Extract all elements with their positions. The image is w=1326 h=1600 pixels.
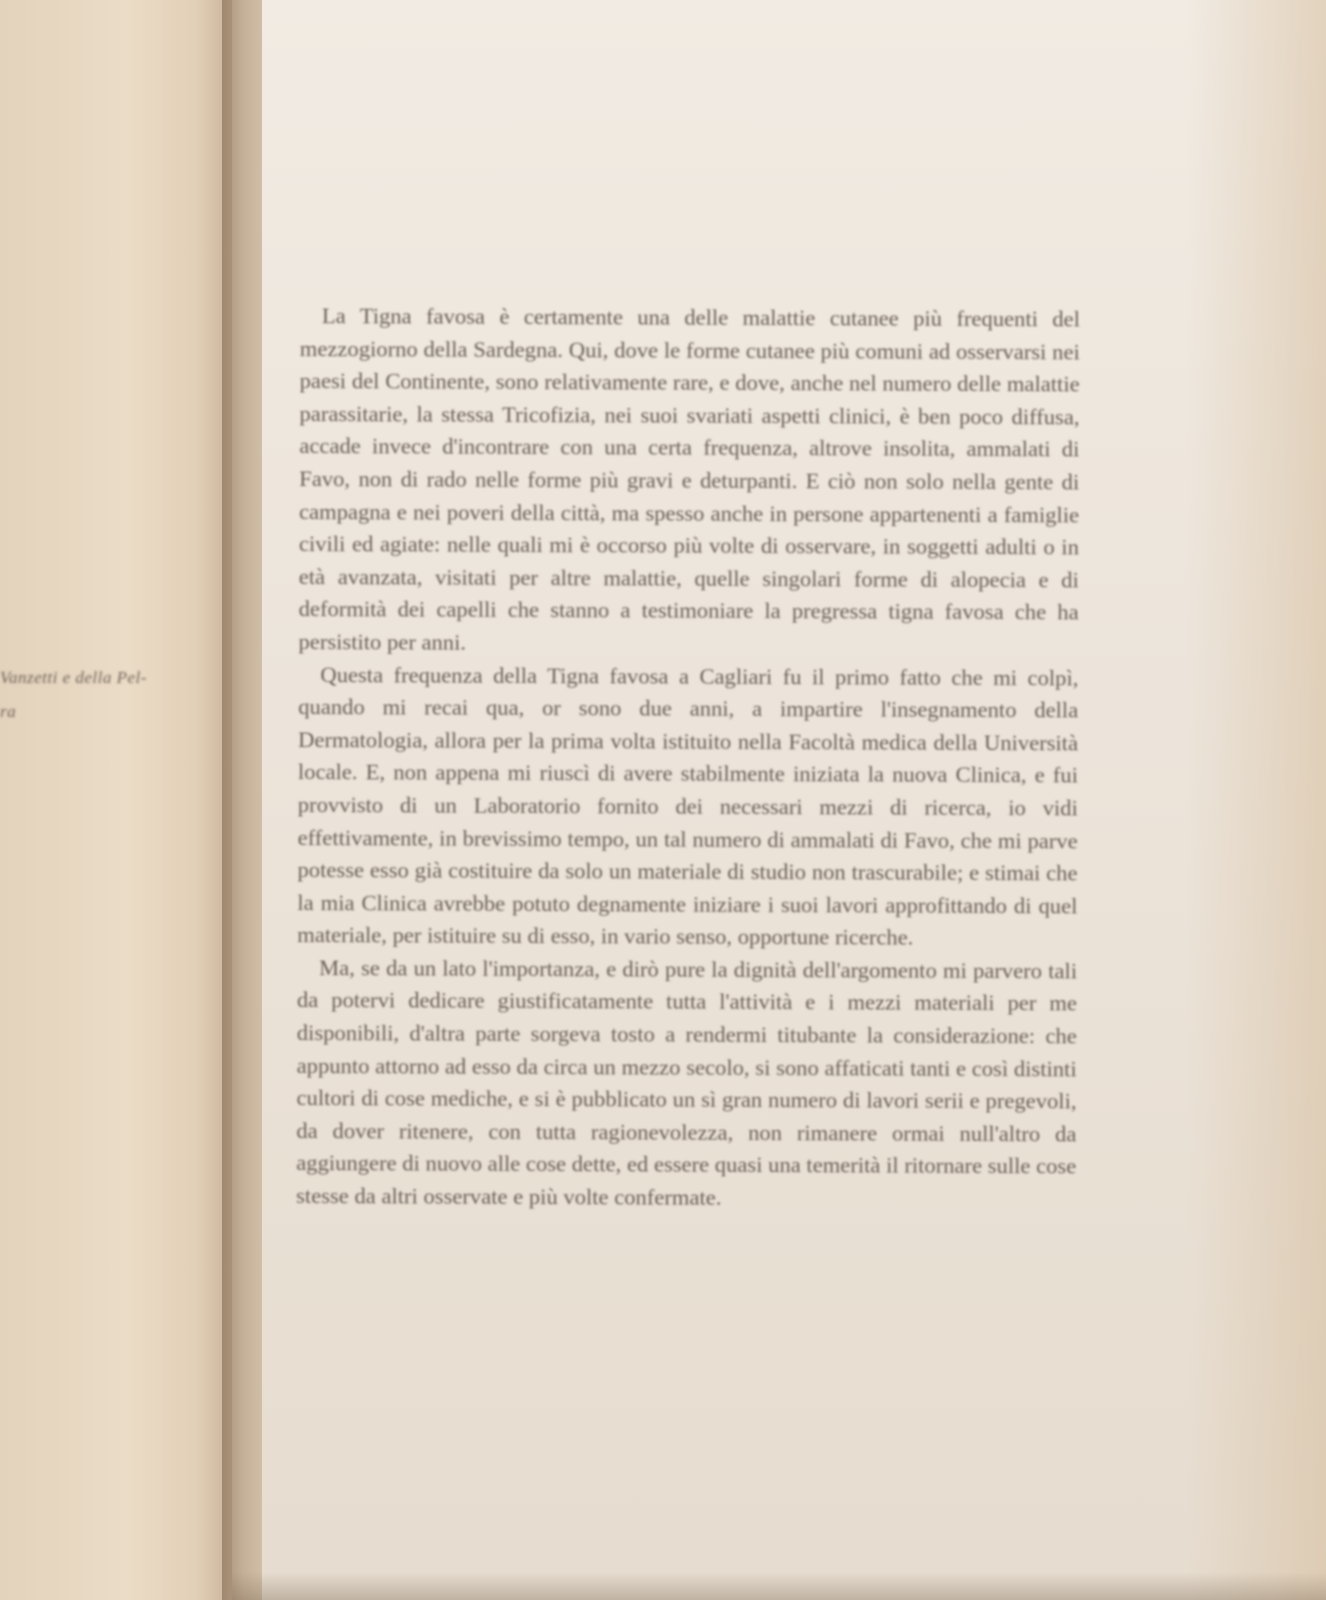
paragraph: La Tigna favosa è certamente una delle malattie cutanee più frequenti del mezzogiorno della Sardegna. Qui, dove le forme cutanee più comuni ad osservarsi nei paesi del Continente, sono relativamente rare, e dove, anche nel numero delle malattie parassitarie, la stessa Tricofizia, nei suoi svariati aspetti clinici, è ben poco diffusa, accade invece d'incontrare con una certa frequenza, altrove insolita, ammalati di Favo, non di rado nelle forme più gravi e deturpanti. E ciò non solo nella gente di campagna e nei poveri della città, ma spesso anche in persone appartenenti a famiglie civili ed agiate: nelle quali mi è occorso più volte di osservare, in soggetti adulti o in età avanzata, visitati per altre malattie, quelle singolari forme di alopecia e di deformità dei capelli che stanno a testimoniare la pregressa tigna favosa che ha persistito per anni. <box>298 303 1080 655</box>
page-bottom-edge <box>232 1572 1326 1600</box>
body-text <box>296 300 1080 1216</box>
paragraph: Questa frequenza della Tigna favosa a Cagliari fu il primo fatto che mi colpì, quando mi recai qua, or sono due anni, a impartire l'insegnamento della Dermatologia, allora per la prima volta istituito nella Facoltà medica della Università locale. E, non appena mi riuscì di avere stabilmente iniziata la nuova Clinica, e fui provvisto di un Laboratorio fornito dei necessari mezzi di ricerca, io vidi effettivamente, in brevissimo tempo, un tal numero di ammalati di Favo, che mi parve potesse esso già costituire da solo un materiale di studio non trascurabile; e stimai che la mia Clinica avrebbe potuto degnamente iniziare i suoi lavori approfittando di quel materiale, per istituire su di esso, in vario senso, opportune ricerche. <box>297 661 1079 950</box>
paragraph: Ma, se da un lato l'importanza, e dirò pure la dignità dell'argomento mi parvero tali da potervi dedicare giustificatamente tutta l'attività e i mezzi materiali per me disponibili, d'altra parte sorgeva tosto a rendermi titubante la considerazione: che appunto attorno ad esso da circa un mezzo secolo, si sono affaticati tanti e così distinti cultori di cose mediche, e si è pubblicato un sì gran numero di lavori serii e pregevoli, da dover ritenere, con tutta ragionevolezza, non rimanere ormai null'altro da aggiungere di nuovo alle cose dette, ed essere quasi una temerità il ritornare sulle cose stesse da altri osservate e più volte confermate. <box>296 954 1078 1210</box>
left-page <box>0 0 232 1600</box>
left-page-text-fragment: ra <box>0 702 17 721</box>
left-page-text-fragment: Vanzetti e della Pel- <box>0 668 147 687</box>
